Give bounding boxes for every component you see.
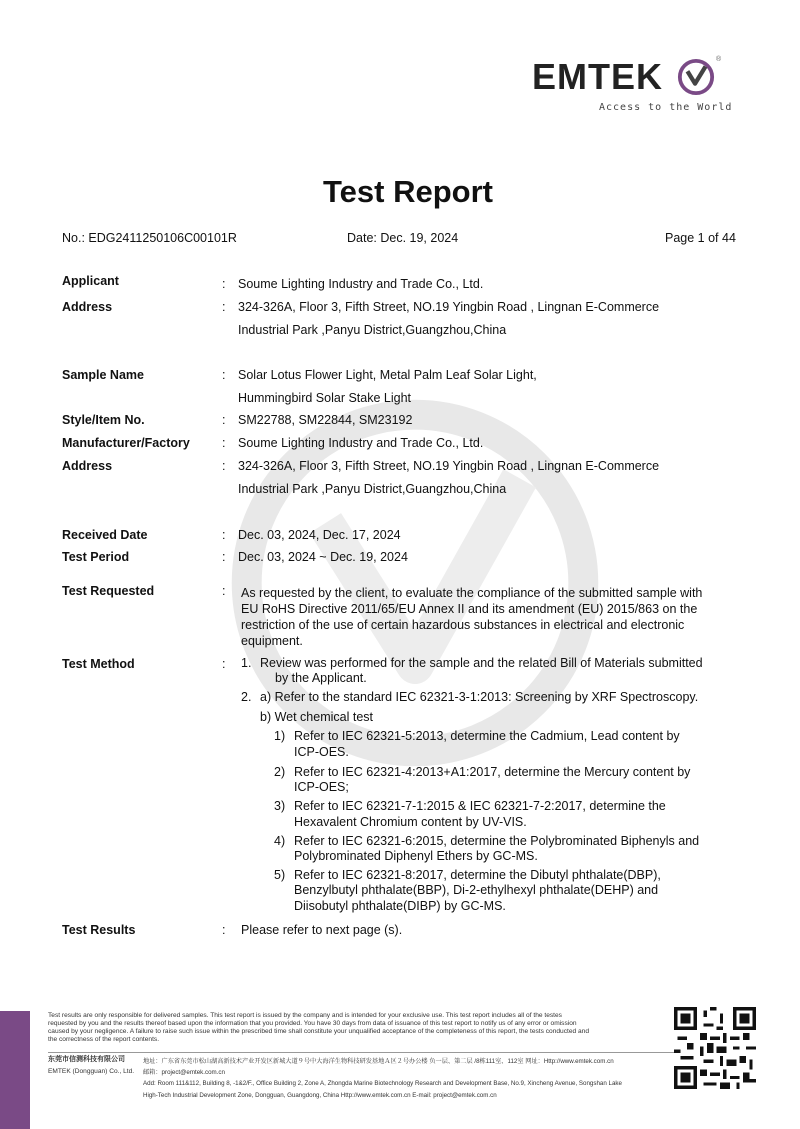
method-1-number: 1.	[241, 656, 252, 670]
applicant-label: Applicant	[62, 274, 119, 288]
test-period-label: Test Period	[62, 550, 130, 564]
requested-line-3: restriction of the use of certain hazardous substances in electrical and electronic	[241, 618, 685, 632]
company-name-cn: 东莞市信测科技有限公司	[48, 1056, 125, 1063]
logo-tagline: Access to the World	[599, 102, 733, 113]
test-period-value: Dec. 03, 2024 ~ Dec. 19, 2024	[238, 550, 408, 564]
colon: :	[222, 528, 226, 542]
brand-color-bar	[0, 1011, 30, 1129]
sub-2-number: 2)	[274, 765, 286, 779]
applicant-value: Soume Lighting Industry and Trade Co., Ltd.	[238, 277, 484, 291]
sub-5-line-2: Benzylbutyl phthalate(BBP), Di-2-ethylhexyl phthalate(DEHP) and	[294, 883, 659, 897]
emtek-logo-icon	[677, 58, 715, 96]
address-en-line-2: High-Tech Industrial Development Zone, Dongguan, Guangdong, China Http://www.emtek.com.cn E-mail: project@emtek.com.cn	[143, 1092, 497, 1099]
colon: :	[222, 584, 226, 598]
sub-5-line-3: Diisobutyl phthalate(DIBP) by GC-MS.	[294, 899, 506, 913]
disclaimer-line-3: caused by your negligence. A failure to raise such issue within the prescribed time shall constitute your unqualified acceptance of the completeness of this report, the tests conducted and	[48, 1028, 590, 1035]
style-item-value: SM22788, SM22844, SM23192	[238, 413, 413, 427]
colon: :	[222, 923, 226, 937]
test-requested-label: Test Requested	[62, 584, 155, 598]
sub-1-line-1: Refer to IEC 62321-5:2013, determine the Cadmium, Lead content by	[294, 729, 680, 743]
address-label: Address	[62, 300, 113, 314]
sub-3-line-2: Hexavalent Chromium content by UV-VIS.	[294, 815, 527, 829]
sub-4-number: 4)	[274, 834, 286, 848]
colon: :	[222, 368, 226, 382]
colon: :	[222, 657, 226, 671]
test-method-label: Test Method	[62, 657, 135, 671]
method-2-number: 2.	[241, 690, 252, 704]
method-2b: b) Wet chemical test	[260, 710, 374, 724]
received-date-label: Received Date	[62, 528, 148, 542]
method-1-line-2: by the Applicant.	[275, 671, 367, 685]
footer-divider	[48, 1052, 674, 1053]
disclaimer-line-2: requested by you and the results thereof based upon the information that you provided. You have 30 days from data of issuance of this test report to notify us of any error or omission	[48, 1020, 577, 1027]
sub-4-line-2: Polybrominated Diphenyl Ethers by GC-MS.	[294, 849, 538, 863]
address-line-1: 324-326A, Floor 3, Fifth Street, NO.19 Yingbin Road , Lingnan E-Commerce	[238, 300, 660, 314]
sub-3-number: 3)	[274, 799, 286, 813]
sample-name-line-1: Solar Lotus Flower Light, Metal Palm Leaf Solar Light,	[238, 368, 537, 382]
received-date-value: Dec. 03, 2024, Dec. 17, 2024	[238, 528, 401, 542]
page-number: Page 1 of 44	[665, 231, 736, 245]
sub-5-number: 5)	[274, 868, 286, 882]
colon: :	[222, 550, 226, 564]
sub-2-line-2: ICP-OES;	[294, 780, 349, 794]
page-title: Test Report	[323, 174, 493, 209]
colon: :	[222, 436, 226, 450]
factory-address-line-2: Industrial Park ,Panyu District,Guangzhou,China	[238, 482, 507, 496]
qr-code-icon	[674, 1007, 756, 1089]
address-en-line-1: Add: Room 111&112, Building 8, -1&2/F., Office Building 2, Zone A, Zhongda Marine Biotechnology Research and Development Base, No.9, Xincheng Avenue, Songshan Lake	[143, 1080, 622, 1087]
requested-line-2: EU RoHS Directive 2011/65/EU Annex II and its amendment (EU) 2015/863 on the	[241, 602, 698, 616]
email-cn: 邮箱：project@emtek.com.cn	[143, 1069, 225, 1076]
method-2a: a) Refer to the standard IEC 62321-3-1:2013: Screening by XRF Spectroscopy.	[260, 690, 699, 704]
manufacturer-label: Manufacturer/Factory	[62, 436, 190, 450]
sample-name-label: Sample Name	[62, 368, 144, 382]
disclaimer-line-4: the correctness of the report contents.	[48, 1036, 160, 1043]
test-results-value: Please refer to next page (s).	[241, 923, 403, 937]
factory-address-line-1: 324-326A, Floor 3, Fifth Street, NO.19 Yingbin Road , Lingnan E-Commerce	[238, 459, 660, 473]
disclaimer-line-1: Test results are only responsible for delivered samples. This test report is issued by the company and is intended for your exclusive use. This test report includes all of the testes	[48, 1012, 562, 1019]
company-name-en: EMTEK (Dongguan) Co., Ltd.	[48, 1068, 135, 1075]
manufacturer-value: Soume Lighting Industry and Trade Co., Ltd.	[238, 436, 484, 450]
address-line-2: Industrial Park ,Panyu District,Guangzhou,China	[238, 323, 507, 337]
method-1-line-1: Review was performed for the sample and the related Bill of Materials submitted	[260, 656, 703, 670]
factory-address-label: Address	[62, 459, 113, 473]
colon: :	[222, 277, 226, 291]
report-date: Date: Dec. 19, 2024	[347, 231, 459, 245]
requested-line-1: As requested by the client, to evaluate the compliance of the submitted sample with	[241, 586, 703, 600]
sub-1-number: 1)	[274, 729, 286, 743]
colon: :	[222, 459, 226, 473]
colon: :	[222, 413, 226, 427]
test-results-label: Test Results	[62, 923, 136, 937]
style-item-label: Style/Item No.	[62, 413, 145, 427]
sub-5-line-1: Refer to IEC 62321-8:2017, determine the Dibutyl phthalate(DBP),	[294, 868, 661, 882]
address-cn: 地址：广东省东莞市松山湖高新技术产业开发区新城大道９号中大海洋生物科技研发基地Ａ区２号办公楼 负一层、第二层 /8栋111室、112室 网址：Http://www.emtek.com.cn	[143, 1058, 614, 1065]
sample-name-line-2: Hummingbird Solar Stake Light	[238, 391, 411, 405]
report-number: No.: EDG2411250106C00101R	[62, 231, 237, 245]
sub-1-line-2: ICP-OES.	[294, 745, 349, 759]
company-logo-text: EMTEK	[532, 56, 663, 97]
registered-mark: ®	[716, 56, 722, 63]
colon: :	[222, 300, 226, 314]
sub-3-line-1: Refer to IEC 62321-7-1:2015 & IEC 62321-7-2:2017, determine the	[294, 799, 666, 813]
sub-4-line-1: Refer to IEC 62321-6:2015, determine the Polybrominated Biphenyls and	[294, 834, 700, 848]
requested-line-4: equipment.	[241, 634, 303, 648]
sub-2-line-1: Refer to IEC 62321-4:2013+A1:2017, determine the Mercury content by	[294, 765, 691, 779]
